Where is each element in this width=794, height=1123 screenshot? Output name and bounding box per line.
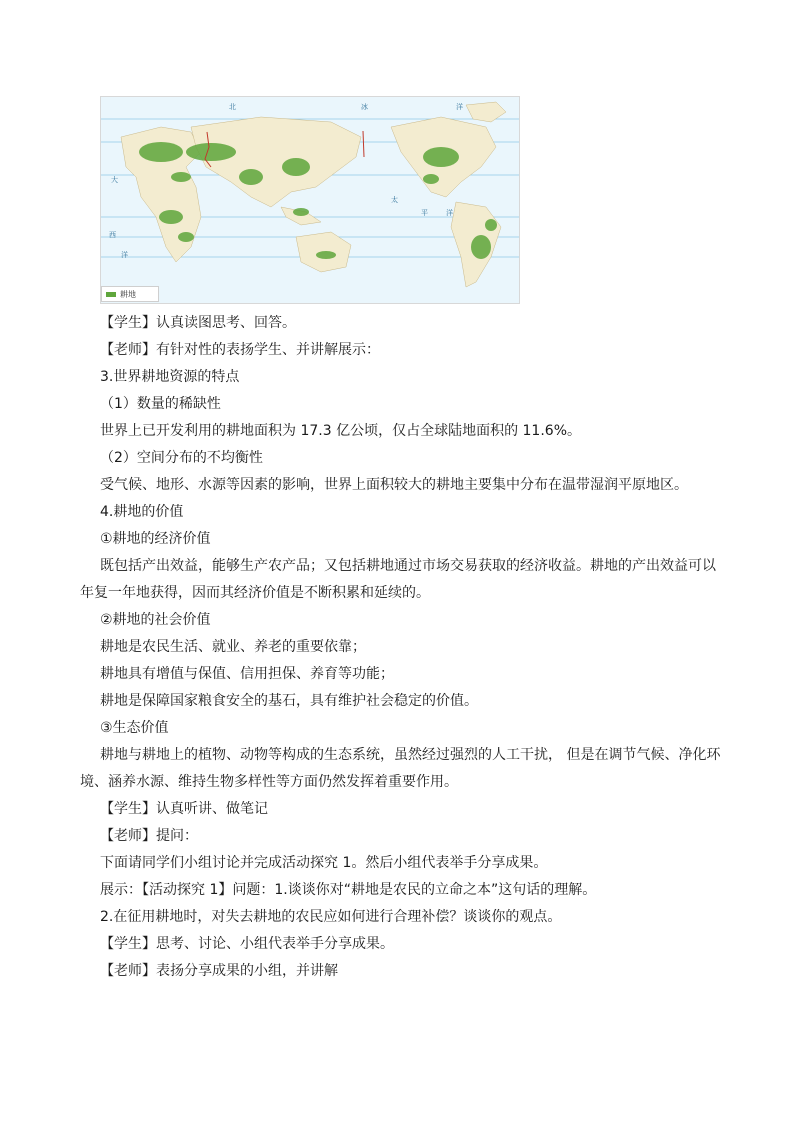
map-label: 平	[421, 209, 428, 217]
line-student-1: 【学生】认真读图思考、回答。	[100, 315, 296, 331]
subheading-scarcity: （1）数量的稀缺性	[100, 396, 221, 412]
legend-label: 耕地	[120, 289, 136, 299]
line-area: 世界上已开发利用的耕地面积为 17.3 亿公顷，仅占全球陆地面积的 11.6%。	[100, 423, 581, 439]
map-label: 冰	[361, 103, 368, 111]
world-cropland-map	[100, 96, 520, 304]
line-activity-intro: 下面请同学们小组讨论并完成活动探究 1。然后小组代表举手分享成果。	[100, 855, 548, 871]
line-student-3: 【学生】思考、讨论、小组代表举手分享成果。	[100, 936, 394, 952]
subheading-distribution: （2）空间分布的不均衡性	[100, 450, 263, 466]
line-social-1: 耕地是农民生活、就业、养老的重要依靠；	[100, 639, 366, 655]
line-activity-q1: 展示：【活动探究 1】问题：1.谈谈你对“耕地是农民的立命之本”这句话的理解。	[100, 882, 597, 898]
subheading-ecological: ③生态价值	[100, 720, 169, 736]
line-social-3: 耕地是保障国家粮食安全的基石，具有维护社会稳定的价值。	[100, 693, 478, 709]
line-student-2: 【学生】认真听讲、做笔记	[100, 801, 268, 817]
para-ecological	[0, 742, 794, 796]
cropland-swatch	[106, 292, 116, 297]
map-label: 太	[391, 196, 398, 204]
map-label: 洋	[456, 103, 463, 111]
heading-value: 4.耕地的价值	[100, 504, 184, 520]
line-teacher-1: 【老师】有针对性的表扬学生、并讲解展示：	[100, 342, 380, 358]
map-label: 洋	[121, 251, 128, 259]
line-teacher-3: 【老师】表扬分享成果的小组，并讲解	[100, 963, 338, 979]
para-economic-text: 既包括产出效益，能够生产农产品；又包括耕地通过市场交易获取的经济收益。耕地的产出效益可以年复一年地获得，因而其经济价值是不断积累和延续的。	[80, 558, 716, 601]
subheading-social: ②耕地的社会价值	[100, 612, 211, 628]
para-economic	[0, 553, 794, 607]
map-label: 西	[109, 231, 116, 239]
line-distribution: 受气候、地形、水源等因素的影响，世界上面积较大的耕地主要集中分布在温带湿润平原地区。	[100, 477, 688, 493]
line-activity-q2: 2.在征用耕地时，对失去耕地的农民应如何进行合理补偿？谈谈你的观点。	[100, 909, 562, 925]
map-label: 洋	[446, 209, 453, 217]
line-social-2: 耕地具有增值与保值、信用担保、养育等功能；	[100, 666, 394, 682]
subheading-economic: ①耕地的经济价值	[100, 531, 211, 547]
map-graphic	[101, 97, 519, 303]
para-ecological-text: 耕地与耕地上的植物、动物等构成的生态系统，虽然经过强烈的人工干扰， 但是在调节气候、净化环境、涵养水源、维持生物多样性等方面仍然发挥着重要作用。	[80, 747, 721, 790]
map-legend	[101, 286, 159, 302]
line-teacher-2: 【老师】提问：	[100, 828, 198, 844]
heading-features: 3.世界耕地资源的特点	[100, 369, 240, 385]
map-label: 北	[229, 103, 236, 111]
document-body	[0, 310, 794, 985]
map-label: 大	[111, 176, 118, 184]
